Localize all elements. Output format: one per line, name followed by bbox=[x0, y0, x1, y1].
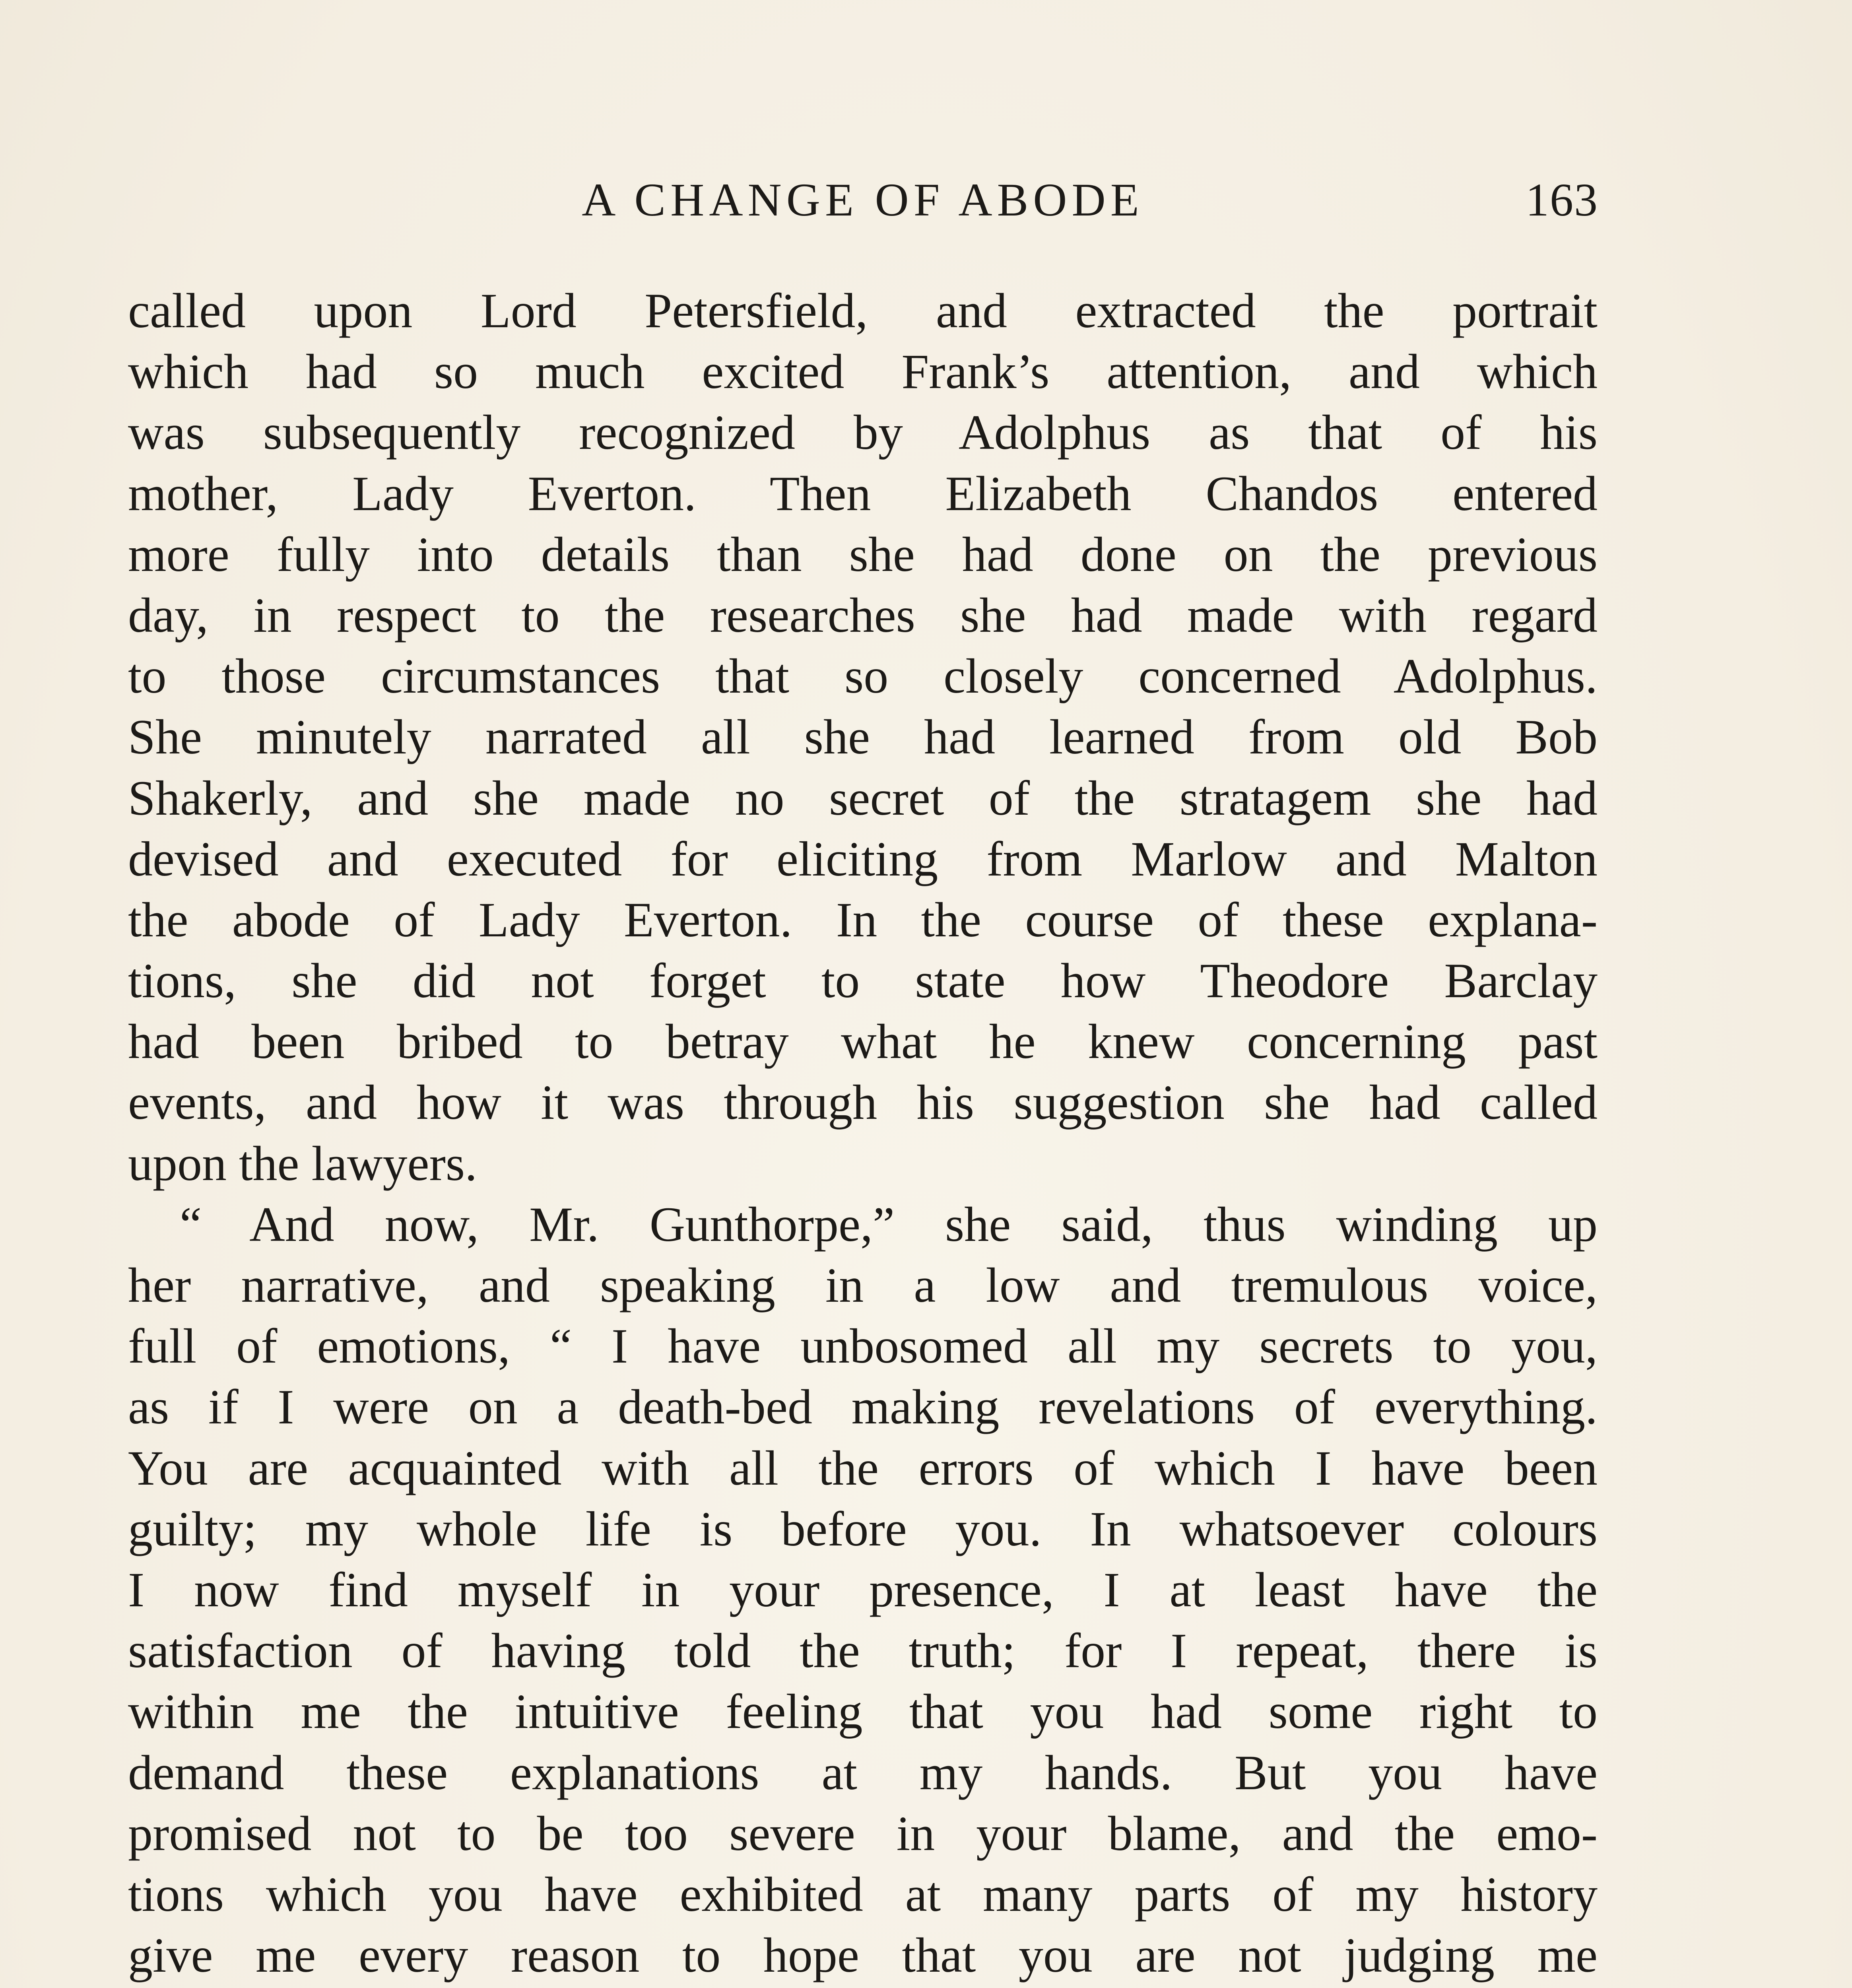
text-line: events, and how it was through his suggestion she had called bbox=[128, 1075, 1598, 1130]
text-line: full of emotions, “ I have unbosomed all my secrets to you, bbox=[128, 1319, 1598, 1374]
text-line: had been bribed to betray what he knew concerning past bbox=[128, 1014, 1598, 1069]
text-line: satisfaction of having told the truth; for I repeat, there is bbox=[128, 1623, 1598, 1678]
text-line: upon the lawyers. bbox=[128, 1136, 478, 1191]
text-line: I now find myself in your presence, I at least have the bbox=[128, 1562, 1598, 1617]
text-line: called upon Lord Petersfield, and extracted the portrait bbox=[128, 283, 1598, 338]
text-line: guilty; my whole life is before you. In whatsoever colours bbox=[128, 1501, 1598, 1556]
text-line: was subsequently recognized by Adolphus as that of his bbox=[128, 405, 1598, 460]
text-line: more fully into details than she had done on the previous bbox=[128, 527, 1598, 582]
body-text bbox=[128, 280, 1598, 1988]
text-line: her narrative, and speaking in a low and tremulous voice, bbox=[128, 1258, 1598, 1312]
text-line: within me the intuitive feeling that you had some right to bbox=[128, 1684, 1598, 1739]
text-line: mother, Lady Everton. Then Elizabeth Chandos entered bbox=[128, 466, 1598, 521]
paragraph-first-line: “ And now, Mr. Gunthorpe,” she said, thus winding up bbox=[180, 1197, 1598, 1252]
page-number: 163 bbox=[1526, 174, 1598, 226]
running-title: A CHANGE OF ABODE bbox=[582, 174, 1144, 226]
text-line: day, in respect to the researches she had made with regard bbox=[128, 588, 1598, 643]
text-line: promised not to be too severe in your blame, and the emo- bbox=[128, 1806, 1598, 1861]
text-line: the abode of Lady Everton. In the course of these explana- bbox=[128, 892, 1598, 947]
text-line: Shakerly, and she made no secret of the stratagem she had bbox=[128, 771, 1598, 825]
text-line: tions which you have exhibited at many parts of my history bbox=[128, 1867, 1598, 1922]
text-line: She minutely narrated all she had learned from old Bob bbox=[128, 710, 1598, 765]
text-line bbox=[128, 1986, 1598, 1988]
text-line: to those circumstances that so closely concerned Adolphus. bbox=[128, 649, 1598, 704]
text-line: You are acquainted with all the errors of which I have been bbox=[128, 1441, 1598, 1495]
text-line: which had so much excited Frank’s attention, and which bbox=[128, 344, 1598, 399]
text-line: give me every reason to hope that you are not judging me bbox=[128, 1928, 1598, 1983]
text-line: as if I were on a death-bed making revelations of everything. bbox=[128, 1380, 1598, 1435]
text-line: demand these explanations at my hands. But you have bbox=[128, 1745, 1598, 1800]
text-line: devised and executed for eliciting from Marlow and Malton bbox=[128, 831, 1598, 886]
text-line: tions, she did not forget to state how Theodore Barclay bbox=[128, 953, 1598, 1008]
running-head bbox=[127, 170, 1598, 230]
